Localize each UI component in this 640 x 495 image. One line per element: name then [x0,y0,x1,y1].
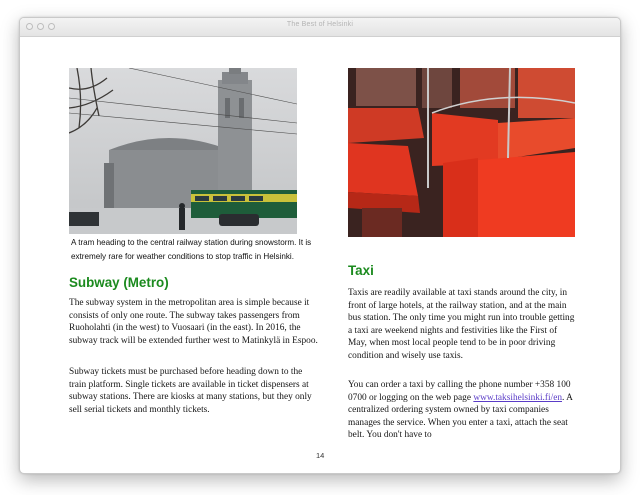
subway-paragraph-2: Subway tickets must be purchased before heading down to the train platform. Single tickets are available in ticket dispensers at subway stations. There are kiosks at many stations, but they only sell serial tickets and monthly tickets. [69,367,312,415]
taxi-heading: Taxi [348,263,374,278]
page-number: 14 [316,451,325,460]
tram-photo [69,68,297,234]
subway-paragraph-1: The subway system in the metropolitan area is simple because it consists of only one route. The subway takes passengers from Ruoholahti (in the west) to Vuosaari (in the east). In 2016, the subway track will be extended further west to Matinkylä in Espoo. [69,298,318,346]
taxi-paragraph-1: Taxis are readily available at taxi stands around the city, in front of large hotels, at the railway station, and at the main bus station. The only time you might run into trouble getting a taxi are weekend nights and festivities like the First of May, when most local people tend to be in poor driving condition and wisely use taxis. [348,288,575,361]
taxi-paragraph-2-text-b: . A centralized ordering system owned by taxi companies manages the service. When you enter a taxi, attach the seat belt. You don't have to [348,392,573,441]
window-title: The Best of Helsinki [286,21,354,28]
taxi-paragraph-2 [348,379,578,442]
title-bar [20,18,620,37]
subway-heading: Subway (Metro) [69,275,169,290]
taxi-website-link[interactable]: www.taksihelsinki.fi/en [473,392,563,403]
taxi-paragraph-2-text-a: You can order a taxi by calling the phone number +358 100 0700 or logging on the web page [348,380,571,403]
photo-caption: A tram heading to the central railway station during snowstorm. It is extremely rare for weather conditions to stop traffic in Helsinki. [71,238,312,261]
reader-window [19,17,621,474]
tram-interior-photo [348,68,575,237]
